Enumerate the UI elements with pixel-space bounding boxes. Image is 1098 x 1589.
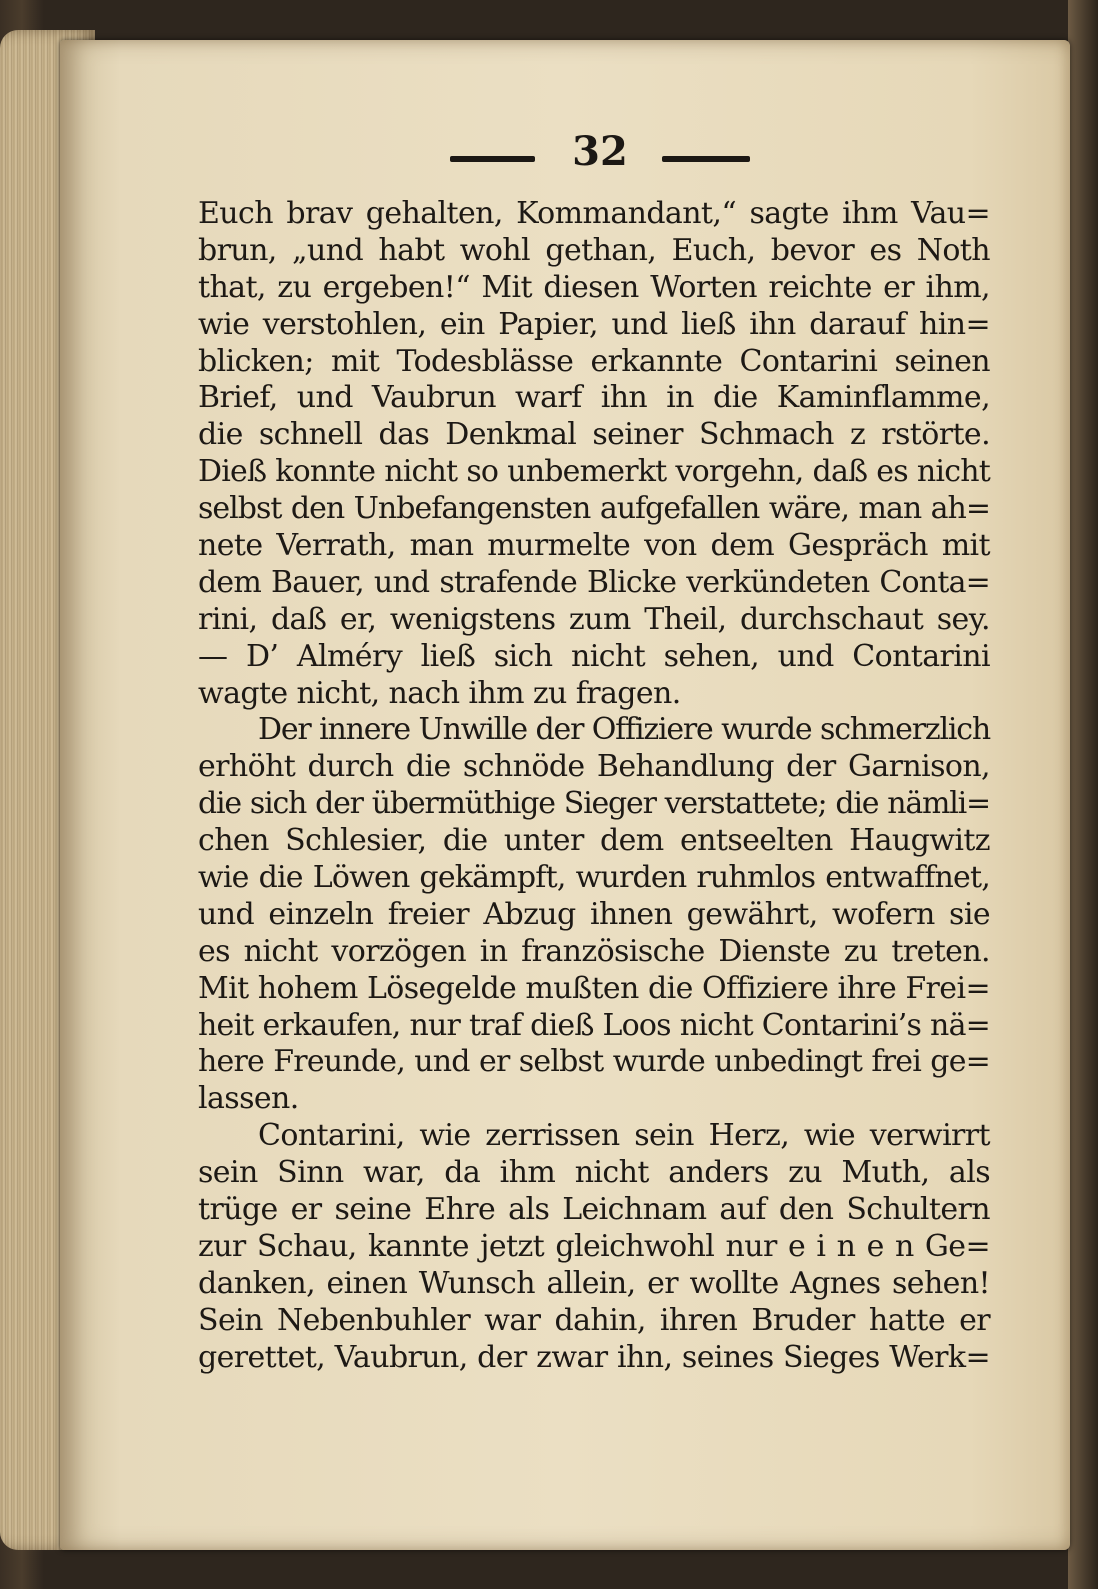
- text-line: zur Schau, kannte jetzt gleichwohl nur e i n e n Ge=: [198, 1228, 990, 1264]
- text-line: sein Sinn war, da ihm nicht anders zu Muth, als: [198, 1155, 990, 1191]
- text-line: Brief, und Vaubrun warf ihn in die Kaminflamme,: [198, 380, 990, 416]
- text-line: die sich der übermüthige Sieger verstattete; die nämli=: [198, 786, 990, 822]
- text-line: dem Bauer, und strafende Blicke verkündeten Conta=: [198, 564, 990, 600]
- text-line: danken, einen Wunsch allein, er wollte Agnes sehen!: [198, 1265, 990, 1301]
- text-line: lassen.: [198, 1081, 299, 1117]
- text-line: here Freunde, und er selbst wurde unbedingt frei ge=: [198, 1044, 990, 1080]
- text-line: blicken; mit Todesblässe erkannte Contarini seinen: [198, 343, 990, 379]
- text-line: es nicht vorzögen in französische Dienste zu treten.: [198, 933, 990, 969]
- header-rule-right: [662, 156, 750, 162]
- text-line: Der innere Unwille der Offiziere wurde schmerzlich: [258, 712, 990, 748]
- text-line: Euch brav gehalten, Kommandant,“ sagte ihm Vau=: [198, 196, 990, 231]
- header-rule-left: [450, 156, 535, 162]
- text-line: — D’ Alméry ließ sich nicht sehen, und Contarini: [198, 638, 990, 674]
- text-line: gerettet, Vaubrun, der zwar ihn, seines Sieges Werk=: [198, 1339, 990, 1375]
- text-line: that, zu ergeben!“ Mit diesen Worten reichte er ihm,: [198, 269, 990, 305]
- text-line: wie die Löwen gekämpft, wurden ruhmlos entwaffnet,: [198, 860, 990, 896]
- text-line: wie verstohlen, ein Papier, und ließ ihn darauf hin=: [198, 306, 990, 342]
- text-line: Contarini, wie zerrissen sein Herz, wie verwirrt: [258, 1118, 990, 1154]
- text-line: selbst den Unbefangensten aufgefallen wäre, man ah=: [198, 491, 990, 527]
- text-line: Dieß konnte nicht so unbemerkt vorgehn, daß es nicht: [198, 454, 990, 490]
- text-line: trüge er seine Ehre als Leichnam auf den Schultern: [198, 1192, 990, 1228]
- text-line: wagte nicht, nach ihm zu fragen.: [198, 675, 681, 711]
- page-number: 32: [572, 128, 628, 175]
- text-line: Mit hohem Lösegelde mußten die Offiziere ihre Frei=: [198, 970, 990, 1006]
- text-line: chen Schlesier, die unter dem entseelten Haugwitz: [198, 823, 990, 859]
- page-text: [198, 196, 990, 1377]
- text-line: nete Verrath, man murmelte von dem Gespräch mit: [198, 528, 990, 564]
- text-line: erhöht durch die schnöde Behandlung der Garnison,: [198, 749, 990, 785]
- text-line: die schnell das Denkmal seiner Schmach z rstörte.: [198, 417, 990, 453]
- book-binding-edge: [1068, 0, 1098, 1589]
- page-header: [450, 128, 750, 188]
- text-line: brun, „und habt wohl gethan, Euch, bevor es Noth: [198, 232, 990, 268]
- text-line: und einzeln freier Abzug ihnen gewährt, wofern sie: [198, 896, 990, 932]
- text-line: rini, daß er, wenigstens zum Theil, durchschaut sey.: [198, 601, 990, 637]
- text-line: heit erkaufen, nur traf dieß Loos nicht Contarini’s nä=: [198, 1007, 990, 1043]
- text-line: Sein Nebenbuhler war dahin, ihren Bruder hatte er: [198, 1302, 990, 1338]
